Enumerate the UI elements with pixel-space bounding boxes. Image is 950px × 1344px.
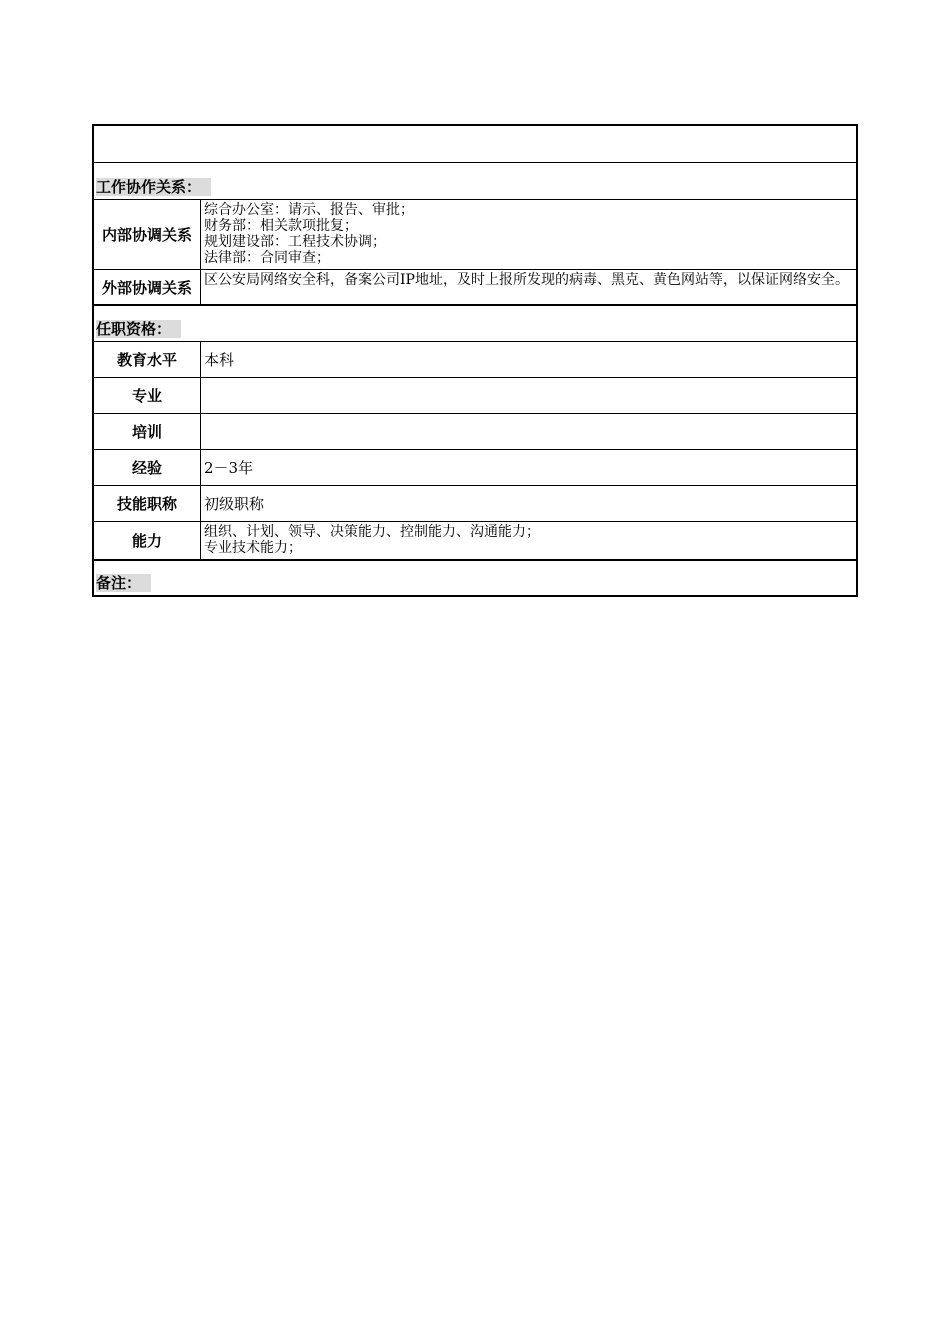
internal-line: 法律部：合同审查；: [204, 250, 330, 266]
qualification-section-title: 任职资格：: [96, 320, 181, 338]
remarks-section-title: 备注：: [96, 574, 151, 592]
training-row: [94, 413, 856, 449]
major-row: [94, 377, 856, 413]
job-description-form: [92, 124, 858, 597]
ability-label: 能力: [94, 522, 201, 559]
experience-row: [94, 449, 856, 485]
education-label: 教育水平: [94, 342, 201, 377]
education-value: 本科: [204, 350, 235, 369]
experience-label: 经验: [94, 450, 201, 485]
title-value: 初级职称: [204, 494, 265, 513]
internal-coordination-label: 内部协调关系: [94, 200, 201, 269]
blank-header-row: [94, 126, 856, 162]
cooperation-section-row: [94, 162, 856, 199]
ability-value: [201, 522, 856, 559]
ability-line: 组织、计划、领导、决策能力、控制能力、沟通能力；: [204, 524, 540, 540]
title-row: [94, 485, 856, 521]
internal-line: 财务部：相关款项批复；: [204, 218, 358, 234]
major-label: 专业: [94, 378, 201, 413]
ability-row: [94, 521, 856, 559]
ability-line: 专业技术能力；: [204, 540, 302, 556]
internal-line: 规划建设部：工程技术协调；: [204, 234, 386, 250]
major-value: [201, 378, 856, 413]
internal-coordination-value: [201, 200, 856, 269]
education-row: [94, 341, 856, 377]
training-label: 培训: [94, 414, 201, 449]
external-coordination-label: 外部协调关系: [94, 270, 201, 304]
experience-value: 2－3年: [204, 458, 254, 477]
cooperation-section-title: 工作协作关系：: [96, 178, 211, 196]
external-coordination-row: [94, 269, 856, 304]
remarks-section-row: [94, 559, 856, 595]
internal-coordination-row: [94, 199, 856, 269]
external-coordination-value: 区公安局网络安全科，备案公司IP地址，及时上报所发现的病毒、黑克、黄色网站等，以保证网络安全。: [204, 272, 849, 288]
training-value: [201, 414, 856, 449]
qualification-section-row: [94, 304, 856, 341]
title-label: 技能职称: [94, 486, 201, 521]
internal-line: 综合办公室：请示、报告、审批；: [204, 202, 414, 218]
